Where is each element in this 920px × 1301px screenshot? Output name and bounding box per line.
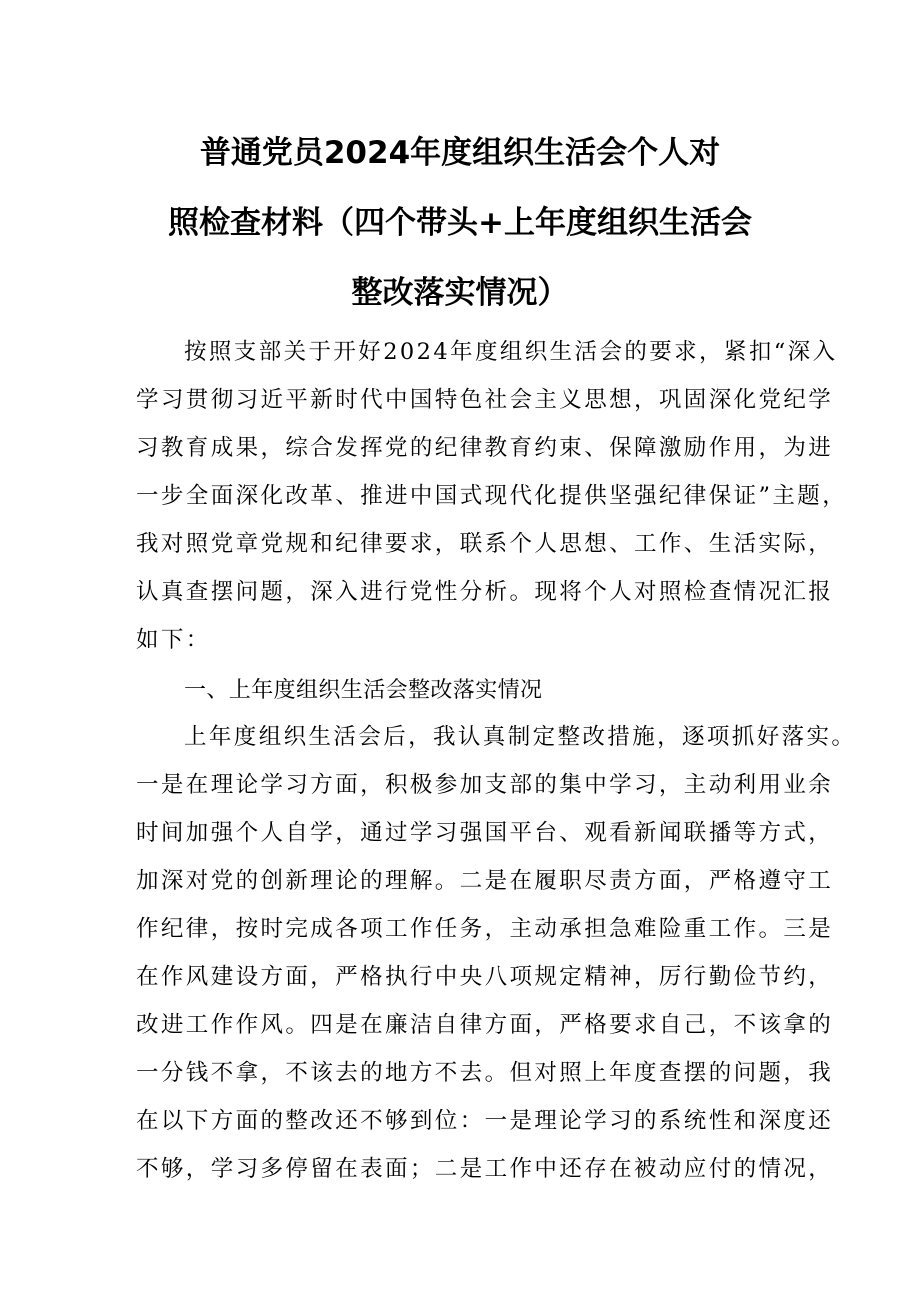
intro-line-2: 学习贯彻习近平新时代中国特色社会主义思想，巩固深化党纪学 <box>136 387 834 413</box>
section-1-line-8: 一分钱不拿，不该去的地方不去。但对照上年度查摆的问题，我 <box>136 1060 834 1086</box>
document-title-line-1: 普通党员2024年度组织生活会个人对 <box>199 135 721 171</box>
section-1-line-6: 在作风建设方面，严格执行中央八项规定精神，厉行勤俭节约， <box>136 964 834 990</box>
intro-line-5: 我对照党章党规和纪律要求，联系个人思想、工作、生活实际， <box>136 531 834 557</box>
section-1-line-4: 加深对党的创新理论的理解。二是在履职尽责方面，严格遵守工 <box>136 868 834 894</box>
section-1-line-7: 改进工作作风。四是在廉洁自律方面，严格要求自己，不该拿的 <box>136 1012 834 1038</box>
document-title-line-3: 整改落实情况） <box>351 275 569 311</box>
section-1-heading: 一、上年度组织生活会整改落实情况 <box>184 678 543 703</box>
intro-line-3: 习教育成果，综合发挥党的纪律教育约束、保障激励作用，为进 <box>136 435 834 461</box>
document-title-line-2: 照检查材料（四个带头+上年度组织生活会 <box>168 205 752 241</box>
section-1-line-2: 一是在理论学习方面，积极参加支部的集中学习，主动利用业余 <box>136 772 834 798</box>
section-1-line-1: 上年度组织生活会后，我认真制定整改措施，逐项抓好落实。 <box>184 724 857 750</box>
intro-line-1: 按照支部关于开好2024年度组织生活会的要求，紧扣“深入 <box>184 339 838 365</box>
section-1-line-10: 不够，学习多停留在表面；二是工作中还存在被动应付的情况， <box>136 1156 834 1182</box>
section-1-line-9: 在以下方面的整改还不够到位：一是理论学习的系统性和深度还 <box>136 1108 834 1134</box>
intro-line-7: 如下： <box>136 627 211 653</box>
section-1-line-5: 作纪律，按时完成各项工作任务，主动承担急难险重工作。三是 <box>136 916 834 942</box>
intro-line-4: 一步全面深化改革、推进中国式现代化提供坚强纪律保证”主题， <box>136 483 848 509</box>
section-1-line-3: 时间加强个人自学，通过学习强国平台、观看新闻联播等方式， <box>136 820 834 846</box>
intro-line-6: 认真查摆问题，深入进行党性分析。现将个人对照检查情况汇报 <box>136 579 834 605</box>
